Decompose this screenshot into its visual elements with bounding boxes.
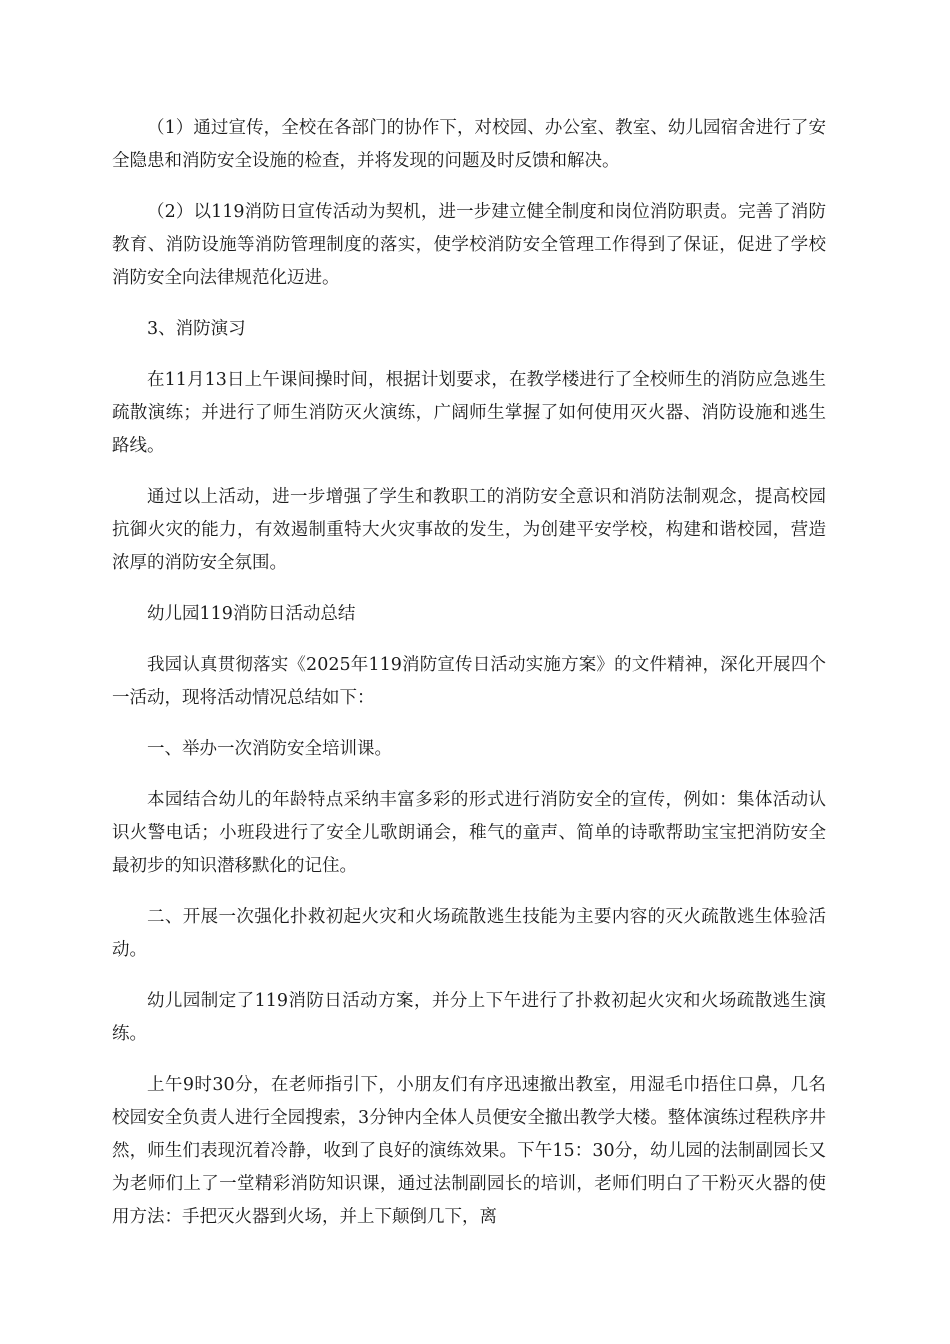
document-body (112, 112, 826, 1252)
heading-fire-drill: 3、消防演习 (147, 319, 246, 339)
paragraph-activity-plan: 幼儿园制定了119消防日活动方案，并分上下午进行了扑救初起火灾和火场疏散逃生演练。 (112, 991, 826, 1044)
heading-evacuation-activity: 二、开展一次强化扑救初起火灾和火场疏散逃生技能为主要内容的灭火疏散逃生体验活动。 (112, 907, 826, 960)
paragraph-summary: 通过以上活动，进一步增强了学生和教职工的消防安全意识和消防法制观念，提高校园抗御火灾的能力，有效遏制重特大火灾事故的发生，为创建平安学校，构建和谐校园，营造浓厚的消防安全氛围。 (112, 487, 826, 573)
paragraph-morning-drill: 上午9时30分，在老师指引下，小朋友们有序迅速撤出教室，用湿毛巾捂住口鼻，几名校园安全负责人进行全园搜索，3分钟内全体人员便安全撤出教学大楼。整体演练过程秩序井然，师生们表现沉着冷静，收到了良好的演练效果。下午15：30分，幼儿园的法制副园长又为老师们上了一堂精彩消防知识课，通过法制副园长的培训，老师们明白了干粉灭火器的使用方法：手把灭火器到火场，并上下颠倒几下，离 (112, 1075, 826, 1227)
paragraph-fire-day-mechanism: （2）以119消防日宣传活动为契机，进一步建立健全制度和岗位消防职责。完善了消防教育、消防设施等消防管理制度的落实，使学校消防安全管理工作得到了保证，促进了学校消防安全向法律规范化迈进。 (112, 202, 826, 288)
heading-kindergarten-summary: 幼儿园119消防日活动总结 (147, 604, 356, 624)
paragraph-implementation: 我园认真贯彻落实《2025年119消防宣传日活动实施方案》的文件精神，深化开展四个一活动，现将活动情况总结如下： (112, 655, 826, 708)
paragraph-drill-details: 在11月13日上午课间操时间，根据计划要求，在教学楼进行了全校师生的消防应急逃生疏散演练；并进行了师生消防灭火演练，广阔师生掌握了如何使用灭火器、消防设施和逃生路线。 (112, 370, 826, 456)
paragraph-inspection: （1）通过宣传，全校在各部门的协作下，对校园、办公室、教室、幼儿园宿舍进行了安全隐患和消防安全设施的检查，并将发现的问题及时反馈和解决。 (112, 118, 826, 171)
paragraph-training-details: 本园结合幼儿的年龄特点采纳丰富多彩的形式进行消防安全的宣传，例如：集体活动认识火警电话；小班段进行了安全儿歌朗诵会，稚气的童声、简单的诗歌帮助宝宝把消防安全最初步的知识潜移默化的记住。 (112, 790, 826, 876)
heading-training-course: 一、举办一次消防安全培训课。 (147, 739, 392, 759)
